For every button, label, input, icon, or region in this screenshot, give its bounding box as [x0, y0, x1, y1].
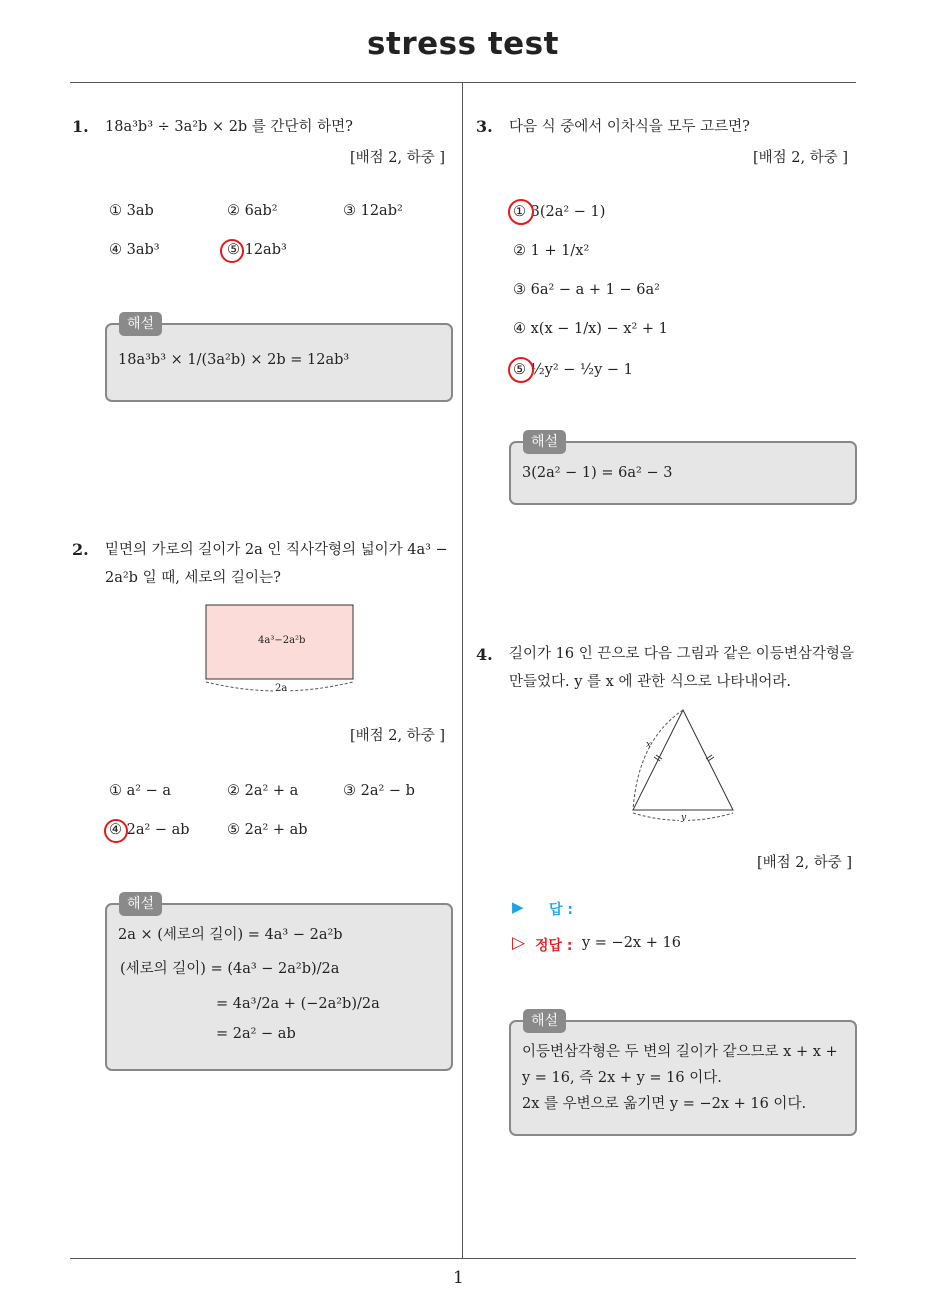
q1-choice-2[interactable]: ② 6ab²	[227, 203, 278, 219]
question-4-number: 4.	[476, 645, 493, 664]
q4-solution-tag: 해설	[523, 1009, 566, 1033]
q2-figure-base-label: 2a	[275, 683, 288, 694]
q4-solution-line2: y = 16, 즉 2x + y = 16 이다.	[522, 1070, 722, 1086]
q2-choice-4[interactable]: ④ 2a² − ab	[109, 822, 190, 838]
header-rule	[70, 82, 856, 83]
question-4-text-line2: 만들었다. y 를 x 에 관한 식으로 나타내어라.	[509, 674, 791, 690]
q3-choice-2[interactable]: ② 1 + 1/x²	[513, 243, 590, 259]
q4-answer-label: 답 :	[549, 902, 573, 918]
q2-choice-2[interactable]: ② 2a² + a	[227, 783, 299, 799]
page-number: 1	[453, 1268, 464, 1288]
question-2-number: 2.	[72, 540, 89, 559]
q3-choice-5[interactable]: ⑤ ½y² − ½y − 1	[513, 362, 633, 378]
q4-correct-label: 정답 :	[535, 938, 573, 954]
question-1-score: [배점 2, 하중 ]	[350, 150, 446, 166]
question-3-text: 다음 식 중에서 이차식을 모두 고르면?	[509, 119, 750, 135]
answer-pointer-icon: ▶	[512, 898, 524, 916]
q2-marked-circle	[104, 819, 128, 843]
q2-solution-tag: 해설	[119, 892, 162, 916]
question-4-text-line1: 길이가 16 인 끈으로 다음 그림과 같은 이등변삼각형을	[509, 646, 854, 662]
q2-solution-line3: = 4a³/2a + (−2a²b)/2a	[216, 996, 380, 1012]
q4-solution-line1: 이등변삼각형은 두 변의 길이가 같으므로 x + x +	[522, 1044, 838, 1060]
q1-marked-circle	[220, 239, 244, 263]
q4-figure-side-label: x	[646, 740, 652, 750]
q2-choice-5[interactable]: ⑤ 2a² + ab	[227, 822, 308, 838]
q4-correct-answer: y = −2x + 16	[582, 935, 681, 951]
correct-pointer-icon: ▷	[512, 933, 526, 953]
q1-choice-5[interactable]: ⑤ 12ab³	[227, 242, 287, 258]
question-4-score: [배점 2, 하중 ]	[757, 855, 853, 871]
q4-triangle-figure	[620, 700, 750, 830]
q3-solution-text: 3(2a² − 1) = 6a² − 3	[522, 465, 673, 481]
question-1-text: 18a³b³ ÷ 3a²b × 2b 를 간단히 하면?	[105, 119, 353, 135]
q2-choice-1[interactable]: ① a² − a	[109, 783, 172, 799]
q4-solution-line3: 2x 를 우변으로 옮기면 y = −2x + 16 이다.	[522, 1096, 807, 1112]
question-2-score: [배점 2, 하중 ]	[350, 728, 446, 744]
q2-solution-line1: 2a × (세로의 길이) = 4a³ − 2a²b	[118, 927, 343, 943]
q2-choice-3[interactable]: ③ 2a² − b	[343, 783, 415, 799]
q3-choice-1[interactable]: ① 3(2a² − 1)	[513, 204, 606, 220]
q1-choice-1[interactable]: ① 3ab	[109, 203, 154, 219]
q1-solution-text: 18a³b³ × 1/(3a²b) × 2b = 12ab³	[118, 352, 350, 368]
q1-solution-tag: 해설	[119, 312, 162, 336]
footer-rule	[70, 1258, 856, 1259]
q3-solution-tag: 해설	[523, 430, 566, 454]
question-2-text-line1: 밑면의 가로의 길이가 2a 인 직사각형의 넓이가 4a³ −	[105, 542, 448, 558]
page-title: stress test	[367, 26, 559, 62]
q1-choice-4[interactable]: ④ 3ab³	[109, 242, 160, 258]
q3-choice-3[interactable]: ③ 6a² − a + 1 − 6a²	[513, 282, 660, 298]
q2-solution-line4: = 2a² − ab	[216, 1026, 296, 1042]
q3-choice-4[interactable]: ④ x(x − 1/x) − x² + 1	[513, 321, 668, 337]
question-3-score: [배점 2, 하중 ]	[753, 150, 849, 166]
q3-marked-circle-5	[508, 357, 534, 383]
q2-figure-area-label: 4a³−2a²b	[258, 635, 306, 646]
q2-solution-line2: (세로의 길이) = (4a³ − 2a²b)/2a	[120, 961, 340, 977]
q3-marked-circle-1	[508, 199, 534, 225]
q4-figure-base-label: y	[681, 813, 687, 823]
q1-choice-3[interactable]: ③ 12ab²	[343, 203, 403, 219]
question-2-text-line2: 2a²b 일 때, 세로의 길이는?	[105, 570, 281, 586]
question-3-number: 3.	[476, 117, 493, 136]
column-divider	[462, 83, 463, 1259]
question-1-number: 1.	[72, 117, 89, 136]
